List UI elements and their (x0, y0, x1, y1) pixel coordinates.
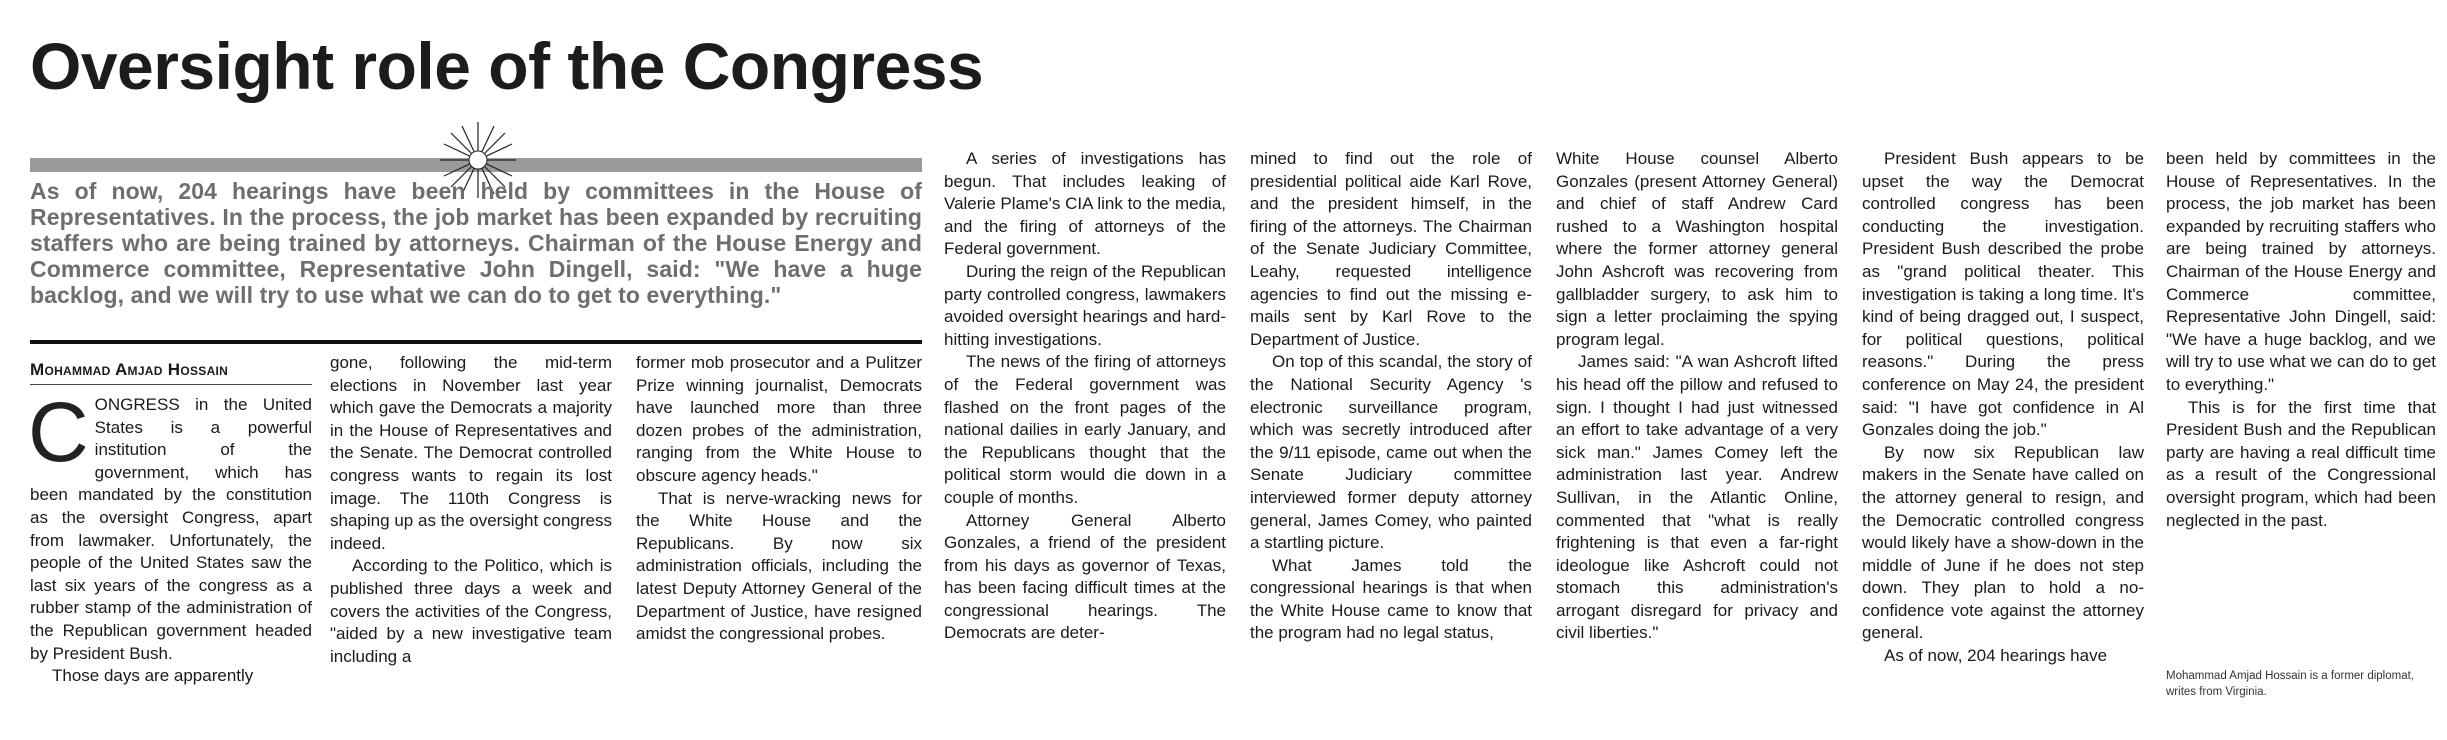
column-7-paragraph-1: President Bush appears to be upset the way the Democrat controlled congress has been conducting the investigation. President Bush described the probe as "grand political theater. This investigation is taking a long time. It's kind of being dragged out, I suspect, for political questions, political reasons." During the press conference on May 24, the president said: "I have got confidence in Al Gonzales doing the job." (1862, 149, 2144, 440)
column-6 (1556, 148, 1838, 645)
column-3-paragraph-1: former mob prosecutor and a Pulitzer Prize winning journalist, Democrats have launched more than three dozen probes of the administration, ranging from the White House to obscure agency heads." (636, 353, 922, 485)
column-4-paragraph-4: Attorney General Alberto Gonzales, a friend of the president from his days as governor of Texas, has been facing difficult times at the congressional hearings. The Democrats are deter- (944, 510, 1226, 643)
column-3 (636, 352, 922, 646)
column-8-paragraph-2: This is for the first time that President Bush and the Republican party are having a real difficult time as a result of the Congressional oversight program, which had been neglected in the past. (2166, 397, 2436, 530)
column-4-paragraph-3: The news of the firing of attorneys of the Federal government was flashed on the front pages of the national dailies in early January, and the Republicans thought that the political storm would die down in a couple of months. (944, 352, 1226, 507)
column-4 (944, 148, 1226, 645)
column-7-paragraph-2: By now six Republican law makers in the Senate have called on the attorney general to resign, and the Democratic controlled congress would likely have a show-down in the middle of June if he does not step down. They plan to hold a no-confidence vote against the attorney general. (1862, 442, 2144, 643)
column-4-paragraph-1: A series of investigations has begun. That includes leaking of Valerie Plame's CIA link to the media, and the firing of attorneys of the Federal government. (944, 149, 1226, 259)
column-4-paragraph-2: During the reign of the Republican party controlled congress, lawmakers avoided oversight hearings and hard-hitting investigations. (944, 261, 1226, 349)
column-8 (2166, 148, 2436, 532)
drop-cap: C (28, 385, 89, 479)
pull-quote-rule (30, 340, 922, 344)
column-1 (28, 385, 312, 688)
column-8-paragraph-1: been held by committees in the House of Representatives. In the process, the job market has been expanded by recruiting staffers who are being trained by attorneys. Chairman of the House Energy and Commerce committee, Representative John Dingell, said: "We have a huge backlog, and we will try to use what we can do to get to everything." (2166, 149, 2436, 394)
column-6-paragraph-1: White House counsel Alberto Gonzales (present Attorney General) and chief of staff Andrew Card rushed to a Washington hospital where the former attorney general John Ashcroft was recovering from gallbladder surgery, to ask him to sign a letter proclaiming the spying program legal. (1556, 149, 1838, 349)
column-1-paragraph-2: Those days are apparently (52, 666, 254, 686)
byline: Mohammad Amjad Hossain (30, 360, 229, 379)
column-5-paragraph-2: On top of this scandal, the story of the National Security Agency 's electronic surveillance program, which was secretly introduced after the 9/11 episode, came out when the Senate Judiciary committee interviewed former deputy attorney general, James Comey, who painted a startling picture. (1250, 352, 1532, 553)
column-5-paragraph-1: mined to find out the role of presidential political aide Karl Rove, and the president himself, in the firing of the attorneys. The Chairman of the Senate Judiciary Committee, Leahy, requested intelligence agencies to find out the missing e-mails sent by Karl Rove to the Department of Justice. (1250, 149, 1532, 349)
column-2-paragraph-1: gone, following the mid-term elections in November last year which gave the Democrats a majority in the House of Representatives and the Senate. The Democrat controlled congress wants to regain its lost image. The 110th Congress is shaping up as the oversight congress indeed. (330, 353, 612, 553)
author-note: Mohammad Amjad Hossain is a former diplomat, writes from Virginia. (2166, 670, 2414, 698)
column-2-paragraph-2: According to the Politico, which is published three days a week and covers the activities of the Congress, "aided by a new investigative team including a (330, 556, 612, 666)
article-headline: Oversight role of the Congress (30, 29, 984, 103)
column-7-paragraph-3: As of now, 204 hearings have (1884, 646, 2108, 666)
column-3-paragraph-2: That is nerve-wracking news for the White House and the Republicans. By now six administration officials, including the latest Deputy Attorney General of the Department of Justice, have resigned amidst the congressional probes. (636, 488, 922, 644)
column-6-paragraph-2: James said: "A wan Ashcroft lifted his head off the pillow and refused to sign. I thought I had just witnessed an effort to take advantage of a very sick man." James Comey left the administration last year. Andrew Sullivan, in the Atlantic Online, commented that "what is really frightening is that even a far-right ideologue like Ashcroft could not stomach this administration's arrogant disregard for privacy and civil liberties." (1556, 352, 1838, 643)
column-2 (330, 352, 612, 668)
column-1-paragraph-1: CONGRESS in the United States is a powerful institution of the government, which has been mandated by the constitution as the oversight Congress, apart from lawmaker. Unfortunately, the people of the United States saw the last six years of the congress as a rubber stamp of the administration of the Republican government headed by President Bush. (28, 385, 312, 663)
column-7 (1862, 148, 2144, 668)
column-5-paragraph-3: What James told the congressional hearings is that when the White House came to know that the program had no legal status, (1250, 555, 1532, 643)
column-5 (1250, 148, 1532, 645)
pull-quote: As of now, 204 hearings have been held by committees in the House of Representatives. In the process, the job market has been expanded by recruiting staffers who are being trained by attorneys. Chairman of the House Energy and Commerce committee, Representative John Dingell, said: "We have a huge backlog, and we will try to use what we can do to get to everything." (30, 178, 922, 308)
